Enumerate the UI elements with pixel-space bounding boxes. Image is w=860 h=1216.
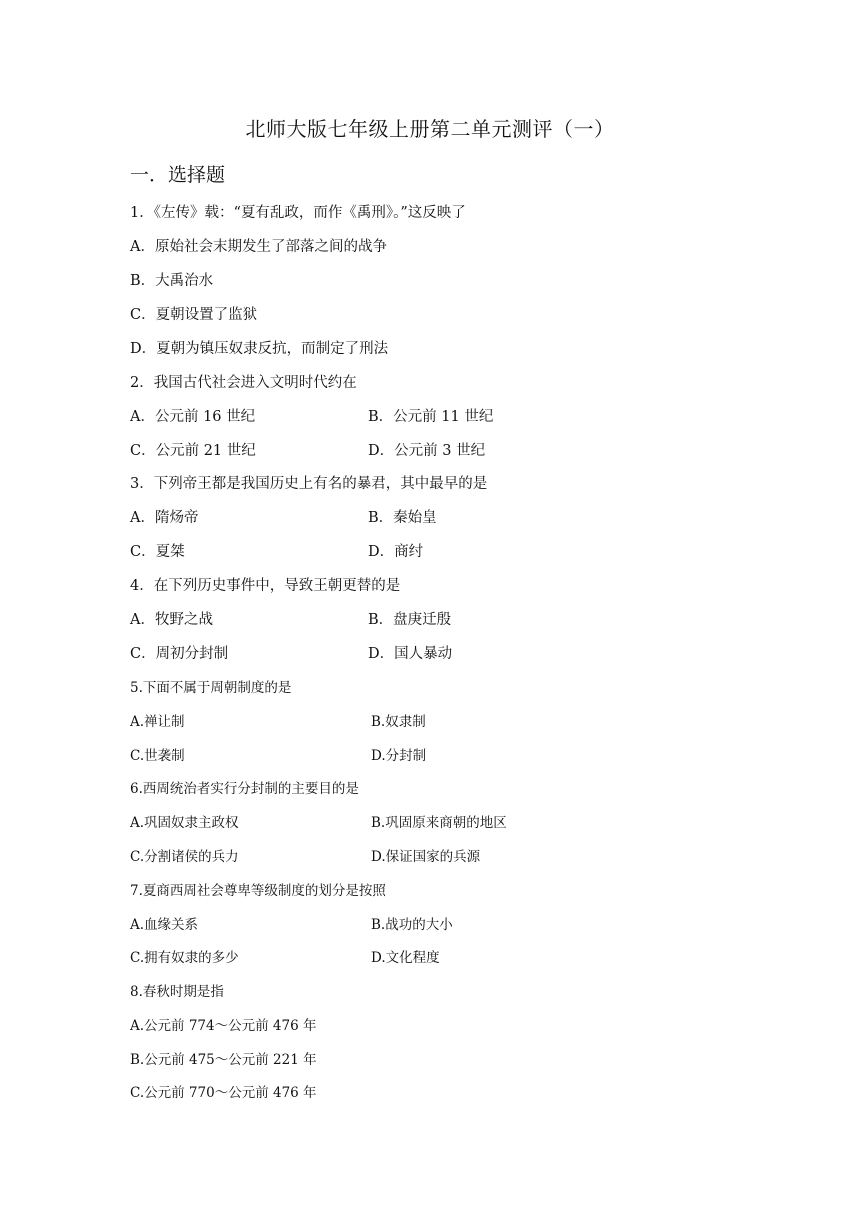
question-1-option-b: B．大禹治水 [130, 273, 214, 289]
question-1-stem: 1．《左传》载：“夏有乱政，而作《禹刑》。”这反映了 [130, 205, 466, 221]
question-5-option-a: A.禅让制 [130, 714, 185, 730]
question-3-option-b: B．秦始皇 [368, 510, 437, 526]
question-2-option-c: C．公元前 21 世纪 [130, 443, 256, 459]
question-8-option-b: B.公元前 475～公元前 221 年 [130, 1052, 317, 1068]
question-7-option-c: C.拥有奴隶的多少 [130, 950, 239, 966]
question-4-option-a: A．牧野之战 [130, 612, 213, 628]
question-6-option-b: B.巩固原来商朝的地区 [371, 815, 507, 831]
question-3-option-a: A．隋炀帝 [130, 510, 199, 526]
question-2-stem: 2．我国古代社会进入文明时代约在 [130, 375, 357, 391]
question-3-stem: 3．下列帝王都是我国历史上有名的暴君，其中最早的是 [130, 476, 488, 492]
question-2-option-d: D．公元前 3 世纪 [368, 443, 486, 459]
question-4-option-c: C．周初分封制 [130, 646, 229, 662]
question-8-stem: 8.春秋时期是指 [130, 984, 224, 1000]
question-5-option-b: B.奴隶制 [371, 714, 426, 730]
document-title: 北师大版七年级上册第二单元测评（一） [245, 117, 615, 141]
question-2-option-a: A．公元前 16 世纪 [130, 409, 256, 425]
question-7-option-d: D.文化程度 [371, 950, 440, 966]
question-3-option-d: D．商纣 [368, 544, 424, 560]
section-heading: 一．选择题 [130, 164, 226, 186]
question-6-stem: 6.西周统治者实行分封制的主要目的是 [130, 781, 359, 797]
question-4-option-b: B．盘庚迁殷 [368, 612, 452, 628]
question-6-option-d: D.保证国家的兵源 [371, 849, 481, 865]
question-1-option-c: C．夏朝设置了监狱 [130, 307, 258, 323]
question-7-option-a: A.血缘关系 [130, 917, 199, 933]
question-4-option-d: D．国人暴动 [368, 646, 453, 662]
question-5-option-c: C.世袭制 [130, 748, 185, 764]
question-6-option-a: A.巩固奴隶主政权 [130, 815, 239, 831]
question-5-option-d: D.分封制 [371, 748, 427, 764]
question-4-stem: 4．在下列历史事件中，导致王朝更替的是 [130, 578, 401, 594]
question-7-option-b: B.战功的大小 [371, 917, 453, 933]
question-5-stem: 5.下面不属于周朝制度的是 [130, 680, 292, 696]
question-6-option-c: C.分割诸侯的兵力 [130, 849, 239, 865]
question-3-option-c: C．夏桀 [130, 544, 185, 560]
question-1-option-a: A．原始社会末期发生了部落之间的战争 [130, 239, 387, 255]
question-8-option-a: A.公元前 774～公元前 476 年 [130, 1018, 317, 1034]
question-2-option-b: B．公元前 11 世纪 [368, 409, 494, 425]
question-1-option-d: D．夏朝为镇压奴隶反抗，而制定了刑法 [130, 341, 389, 357]
question-8-option-c: C.公元前 770～公元前 476 年 [130, 1085, 317, 1101]
question-7-stem: 7.夏商西周社会尊卑等级制度的划分是按照 [130, 883, 386, 899]
